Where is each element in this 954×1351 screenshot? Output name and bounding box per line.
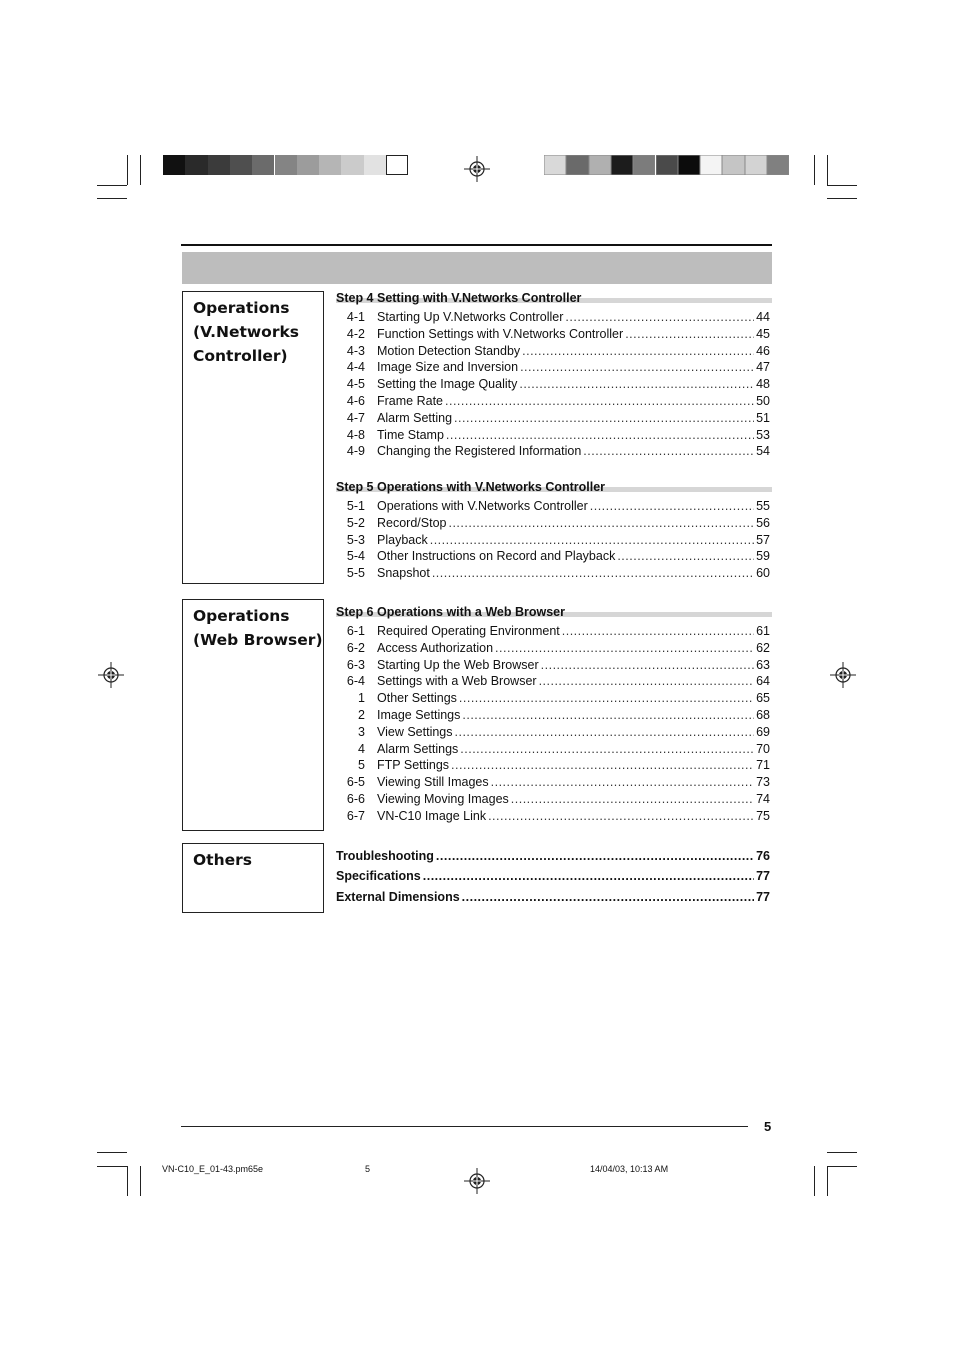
toc-entry-number: 6-1 (346, 624, 365, 638)
toc-entry[interactable] (336, 741, 770, 758)
toc-entry-label: Setting the Image Quality (377, 377, 518, 392)
toc-entry-number: 6-6 (346, 792, 365, 806)
toc-entry-number: 3 (358, 724, 365, 739)
toc-entry-number: 4-7 (346, 410, 365, 425)
toc-entry-number: 4-9 (346, 444, 365, 459)
header-band (182, 252, 772, 284)
leader-dots (432, 565, 754, 582)
leader-dots (590, 498, 754, 515)
leader-dots (491, 774, 754, 791)
section-title (193, 604, 323, 652)
color-swatch (230, 155, 252, 175)
toc-entry-page: 57 (756, 532, 770, 547)
toc-entry-number: 5 (358, 758, 365, 773)
toc-entry[interactable] (336, 808, 770, 825)
leader-dots (460, 741, 754, 758)
toc-entry-number: 6-4 (346, 674, 365, 689)
toc-entry[interactable] (336, 724, 770, 741)
leader-dots (446, 427, 754, 444)
color-swatch (678, 155, 700, 175)
toc-entry-label: Access Authorization (377, 640, 494, 655)
toc-entry-label: Motion Detection Standby (377, 343, 521, 358)
leader-dots (462, 888, 754, 906)
toc-entry[interactable] (336, 393, 770, 410)
toc-entry[interactable] (336, 847, 770, 865)
section-title (193, 296, 299, 368)
color-swatch (319, 155, 341, 175)
crop-mark (827, 1152, 857, 1153)
toc-entry-label: Required Operating Environment (377, 624, 560, 638)
toc-entry-number: 5-5 (346, 566, 365, 581)
toc-entry-page: 56 (756, 515, 770, 530)
color-swatch (656, 155, 678, 175)
toc-entry-page: 64 (756, 674, 770, 689)
step-heading-text: Step 4 Setting with V.Networks Controller (336, 291, 582, 305)
step-heading (336, 605, 772, 621)
toc-entry-label: VN-C10 Image Link (377, 808, 487, 823)
footer-rule (181, 1126, 748, 1127)
color-swatch (633, 155, 655, 175)
toc-entry-page: 45 (756, 326, 770, 341)
toc-entry-page: 61 (756, 624, 770, 638)
leader-dots (522, 343, 754, 360)
leader-dots (423, 867, 754, 885)
toc-entry[interactable] (336, 326, 770, 343)
toc-entry[interactable] (336, 565, 770, 582)
toc-entry[interactable] (336, 673, 770, 690)
registration-mark-icon (464, 156, 490, 182)
color-swatch (566, 155, 588, 175)
toc-entry-label: Troubleshooting (336, 849, 434, 863)
toc-entry-number: 6-5 (346, 775, 365, 790)
toc-entry-label: FTP Settings (377, 758, 450, 773)
toc-entry-page: 75 (756, 808, 770, 823)
color-swatch (252, 155, 274, 175)
color-swatch (208, 155, 230, 175)
toc-entry-label: Image Size and Inversion (377, 360, 519, 375)
toc-entry-page: 63 (756, 657, 770, 672)
leader-dots (625, 326, 754, 343)
toc-entry[interactable] (336, 443, 770, 460)
toc-entry-number: 5-3 (346, 532, 365, 547)
toc-entry-label: Viewing Still Images (377, 775, 489, 790)
step-heading-text: Step 5 Operations with V.Networks Controller (336, 480, 606, 494)
toc-entry-number: 1 (358, 691, 365, 706)
toc-entry-number: 4-6 (346, 394, 365, 408)
toc-entry-label: External Dimensions (336, 890, 460, 904)
crop-mark (140, 155, 141, 185)
toc-entry-label: Playback (377, 532, 428, 547)
toc-entry-page: 74 (756, 792, 770, 806)
leader-dots (617, 548, 754, 565)
header-rule (181, 244, 772, 246)
toc-entry-number: 5-2 (346, 515, 365, 530)
toc-entry[interactable] (336, 376, 770, 393)
toc-entry-number: 5-1 (346, 499, 365, 513)
toc-entry-number: 4-3 (346, 343, 365, 358)
toc-entry-page: 73 (756, 775, 770, 790)
color-swatch (544, 155, 566, 175)
toc-entry-label: Settings with a Web Browser (377, 674, 537, 689)
crop-mark (127, 155, 128, 185)
color-swatch (163, 155, 185, 175)
color-swatch (700, 155, 722, 175)
toc-entry-number: 4-5 (346, 377, 365, 392)
toc-entry-label: Other Instructions on Record and Playback (377, 549, 616, 564)
toc-entry-label: Record/Stop (377, 515, 447, 530)
section-title (193, 848, 252, 872)
crop-mark (827, 155, 828, 185)
toc-entry-number: 4-2 (346, 326, 365, 341)
crop-mark (827, 1166, 857, 1167)
leader-dots (583, 443, 754, 460)
step-heading (336, 291, 772, 307)
toc-entry[interactable] (336, 867, 770, 885)
toc-entry-number: 5-4 (346, 549, 365, 564)
toc-entry[interactable] (336, 309, 770, 326)
toc-entry-label: Starting Up the Web Browser (377, 657, 539, 672)
registration-mark-icon (98, 662, 124, 688)
toc-entry[interactable] (336, 359, 770, 376)
leader-dots (459, 690, 754, 707)
toc-entry-label: Alarm Settings (377, 741, 459, 756)
toc-entry-page: 68 (756, 708, 770, 722)
toc-entry-page: 47 (756, 360, 770, 375)
toc-entry-label: View Settings (377, 724, 453, 739)
toc-entry-page: 76 (756, 849, 770, 863)
crop-mark (97, 1152, 127, 1153)
color-swatch (275, 155, 297, 175)
leader-dots (488, 808, 754, 825)
color-swatch (297, 155, 319, 175)
toc-entry-label: Other Settings (377, 691, 457, 706)
crop-mark (97, 198, 127, 199)
toc-entry-label: Time Stamp (377, 427, 444, 442)
color-swatch (364, 155, 386, 175)
color-swatch (722, 155, 744, 175)
step-heading-text: Step 6 Operations with a Web Browser (336, 605, 565, 619)
footer-page: 5 (365, 1164, 371, 1174)
leader-dots (565, 309, 754, 326)
toc-entry-number: 6-3 (346, 657, 365, 672)
toc-entry-number: 4-8 (346, 427, 365, 442)
toc-entry-page: 59 (756, 549, 770, 564)
crop-mark (97, 1166, 127, 1167)
toc-entry[interactable] (336, 498, 770, 515)
leader-dots (562, 623, 754, 640)
section-title-line: Operations (193, 607, 290, 625)
toc-entry-number: 6-7 (346, 808, 365, 823)
toc-entry-number: 6-2 (346, 640, 365, 655)
toc-entry-label: Starting Up V.Networks Controller (377, 310, 564, 324)
toc-entry[interactable] (336, 707, 770, 724)
leader-dots (436, 847, 754, 865)
toc-entry[interactable] (336, 532, 770, 549)
section-title-line: Operations (193, 299, 290, 317)
section-box-vnetworks (182, 291, 324, 584)
page-number: 5 (764, 1119, 772, 1134)
toc-entry[interactable] (336, 343, 770, 360)
step-heading (336, 480, 772, 496)
toc-entry-label: Operations with V.Networks Controller (377, 499, 588, 513)
toc-entry-number: 4 (358, 741, 365, 756)
toc-entry-page: 71 (756, 758, 770, 773)
toc-entry-page: 70 (756, 741, 770, 756)
leader-dots (539, 673, 755, 690)
toc-entry-page: 44 (756, 310, 770, 324)
leader-dots (495, 640, 754, 657)
toc-entry[interactable] (336, 548, 770, 565)
crop-mark (97, 185, 127, 186)
registration-mark-icon (464, 1168, 490, 1194)
toc-entry-page: 77 (756, 890, 770, 904)
toc-entry-page: 46 (756, 343, 770, 358)
section-title-line: Controller) (193, 347, 288, 365)
toc-entry-page: 53 (756, 427, 770, 442)
toc-entry[interactable] (336, 888, 770, 906)
leader-dots (511, 791, 754, 808)
leader-dots (455, 724, 755, 741)
toc-entry-page: 51 (756, 410, 770, 425)
leader-dots (462, 707, 754, 724)
toc-entry-page: 65 (756, 691, 770, 706)
section-title-line: (V.Networks (193, 323, 300, 341)
leader-dots (519, 376, 754, 393)
toc-entry[interactable] (336, 757, 770, 774)
toc-entry[interactable] (336, 791, 770, 808)
crop-mark (814, 155, 815, 185)
toc-entry[interactable] (336, 690, 770, 707)
leader-dots (520, 359, 754, 376)
section-box-web-browser (182, 599, 324, 831)
toc-entry[interactable] (336, 657, 770, 674)
toc-entry-page: 62 (756, 640, 770, 655)
leader-dots (454, 410, 754, 427)
color-swatch (611, 155, 633, 175)
registration-mark-icon (830, 662, 856, 688)
toc-entry-label: Viewing Moving Images (377, 792, 509, 806)
leader-dots (448, 515, 754, 532)
section-title-line: Others (193, 851, 253, 869)
color-swatch (745, 155, 767, 175)
toc-entry-label: Image Settings (377, 708, 461, 722)
toc-entry[interactable] (336, 515, 770, 532)
crop-mark (827, 185, 857, 186)
footer-filename: VN-C10_E_01-43.pm65e (162, 1164, 264, 1174)
toc-entry-label: Alarm Setting (377, 410, 453, 425)
crop-mark (127, 1166, 128, 1196)
toc-entry-page: 60 (756, 566, 770, 581)
toc-entry-page: 69 (756, 724, 770, 739)
leader-dots (430, 532, 754, 549)
toc-entry[interactable] (336, 774, 770, 791)
footer-timestamp: 14/04/03, 10:13 AM (590, 1164, 669, 1174)
toc-entry[interactable] (336, 410, 770, 427)
toc-entry-number: 4-1 (346, 310, 365, 324)
toc-entry-label: Snapshot (377, 566, 430, 581)
toc-entry[interactable] (336, 623, 770, 640)
toc-entry-number: 4-4 (346, 360, 365, 375)
toc-entry-page: 77 (756, 869, 770, 883)
section-box-others (182, 843, 324, 913)
color-swatch (341, 155, 363, 175)
toc-entry-label: Function Settings with V.Networks Controller (377, 326, 624, 341)
toc-entry[interactable] (336, 427, 770, 444)
crop-mark (140, 1166, 141, 1196)
toc-entry[interactable] (336, 640, 770, 657)
crop-mark (827, 198, 857, 199)
color-swatch (589, 155, 611, 175)
toc-entry-number: 2 (358, 708, 365, 722)
crop-mark (827, 1166, 828, 1196)
toc-entry-label: Specifications (336, 869, 421, 883)
toc-entry-page: 48 (756, 377, 770, 392)
toc-entry-label: Changing the Registered Information (377, 444, 582, 459)
color-swatch (767, 155, 789, 175)
crop-mark (814, 1166, 815, 1196)
toc-entry-page: 54 (756, 444, 770, 459)
leader-dots (451, 757, 754, 774)
toc-entry-label: Frame Rate (377, 394, 443, 408)
leader-dots (445, 393, 754, 410)
leader-dots (541, 657, 754, 674)
color-swatch (185, 155, 207, 175)
color-swatch (386, 155, 408, 175)
toc-entry-page: 50 (756, 394, 770, 408)
section-title-line: (Web Browser) (193, 631, 323, 649)
toc-entry-page: 55 (756, 499, 770, 513)
